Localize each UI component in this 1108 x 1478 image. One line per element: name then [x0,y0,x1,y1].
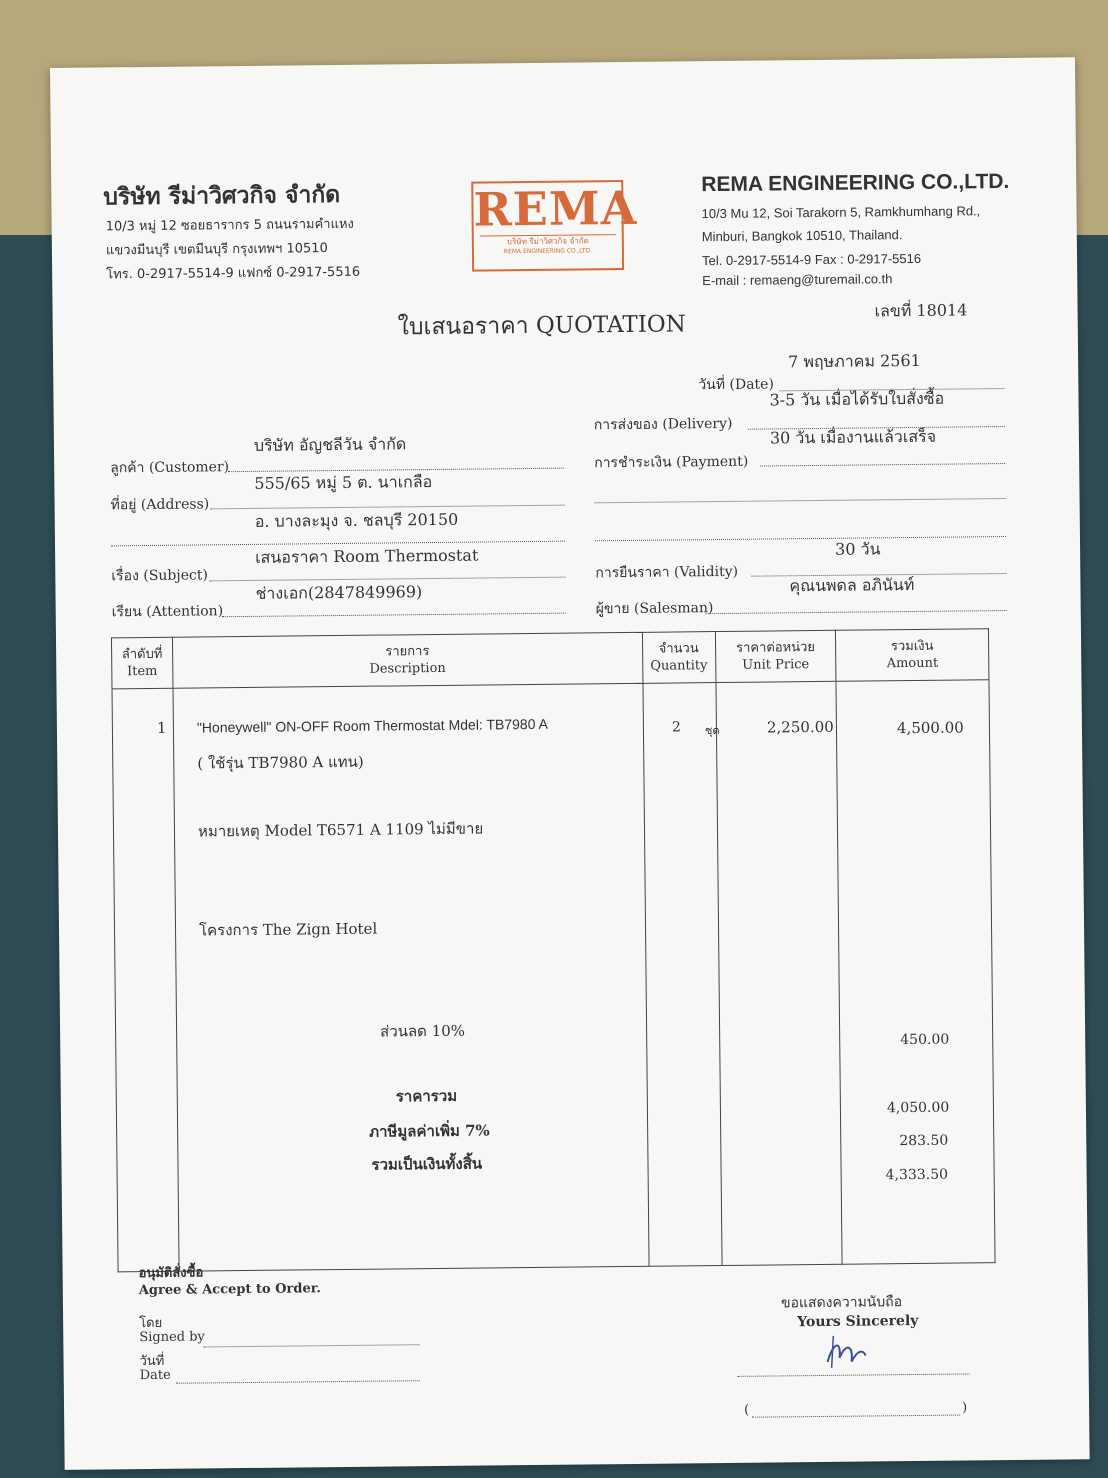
company-address-en-1: 10/3 Mu 12, Soi Tarakorn 5, Ramkhumhang Rd., [701,203,981,222]
header-unit-price: ราคาต่อหน่วย Unit Price [715,630,836,682]
logo-sub-th: บริษัท รีม่าวิศวกิจ จำกัด [480,234,616,247]
salesman-line [706,610,1007,614]
project-text: โครงการ The Zign Hotel [198,919,378,940]
address-value-2: อ. บางละมุง จ. ชลบุรี 20150 [254,509,459,531]
payment-label: การชำระเงิน (Payment) [594,453,749,472]
regards-th: ขอแสดงความนับถือ [780,1294,903,1312]
total-label: รวมเป็นเงินทั้งสิ้น [371,1154,483,1174]
row-quantity: 2 [671,719,681,736]
sign-date-th: วันที่ [139,1353,165,1370]
payment-line-2 [595,498,1006,503]
logo-sub-en: REMA ENGINEERING CO.,LTD. [503,247,593,256]
company-address-th-1: 10/3 หมู่ 12 ซอยธารากร 5 ถนนรามคำแหง [105,216,354,235]
signed-by-line [203,1344,419,1347]
company-phone-en: Tel. 0-2917-5514-9 Fax : 0-2917-5516 [701,250,922,269]
subtotal-value: 4,050.00 [886,1099,950,1117]
customer-label: ลูกค้า (Customer) [110,459,230,477]
note-text: หมายเหตุ Model T6571 A 1109 ไม่มีขาย [197,819,484,841]
subject-value: เสนอราคา Room Thermostat [255,545,479,567]
vat-label: ภาษีมูลค่าเพิ่ม 7% [369,1121,490,1141]
subtotal-label: ราคารวม [395,1086,458,1106]
header-amount: รวมเงิน Amount [836,629,989,682]
date-label: วันที่ (Date) [698,376,774,394]
attention-label: เรียน (Attention) [111,603,224,621]
regards-en: Yours Sincerely [797,1312,919,1331]
delivery-value-2: 30 วัน เมื่องานแล้วเสร็จ [769,426,937,448]
approve-en: Agree & Accept to Order. [138,1281,321,1299]
logo-text: REMA [473,180,638,237]
company-address-en-2: Minburi, Bangkok 10510, Thailand. [701,227,903,245]
document-number-value: 18014 [916,300,968,320]
vat-value: 283.50 [899,1132,949,1150]
document-number-label: เลขที่ [874,300,912,321]
header-description: รายการ Description [172,632,642,688]
quotation-sheet [50,57,1090,1470]
document-title: ใบเสนอราคา QUOTATION [397,311,686,341]
delivery-value-1: 3-5 วัน เมื่อได้รับใบสั่งซื้อ [769,388,945,410]
header-item: ลำดับที่ Item [111,637,172,689]
total-value: 4,333.50 [885,1166,949,1184]
sign-name-line [752,1415,960,1418]
company-address-th-2: แขวงมีนบุรี เขตมีนบุรี กรุงเทพฯ 10510 [105,241,328,259]
signed-by-th: โดย [139,1315,163,1332]
company-phone-th: โทร. 0-2917-5514-9 แฟกซ์ 0-2917-5516 [106,264,361,283]
discount-value: 450.00 [900,1031,950,1049]
sign-date-en: Date [139,1367,171,1384]
subject-label: เรื่อง (Subject) [111,567,208,585]
attention-value: ช่างเอก(2847849969) [255,582,423,603]
customer-value: บริษัท อัญชลีวัน จำกัด [253,434,407,455]
rema-logo [471,180,638,272]
validity-value: 30 วัน [834,539,881,559]
signed-by-en: Signed by [139,1329,205,1346]
company-email: E-mail : remaeng@turemail.co.th [702,271,893,289]
table-header-row [111,629,988,689]
sign-close-paren: ) [962,1400,968,1416]
address-label: ที่อยู่ (Address) [110,496,210,514]
row-item-number: 1 [156,718,167,737]
header-quantity: จำนวน Quantity [642,632,715,684]
company-name-en: REMA ENGINEERING CO.,LTD. [701,169,1010,197]
document-number [874,298,967,324]
approve-th: อนุมัติสั่งซื้อ [138,1265,204,1282]
sign-date-line [176,1380,420,1384]
row-unit-price: 2,250.00 [766,717,834,737]
address-value-1: 555/65 หมู่ 5 ต. นาเกลือ [254,472,433,493]
row-description-1: "Honeywell" ON-OFF Room Thermostat Mdel: TB7980 A [196,715,548,736]
row-amount: 4,500.00 [896,718,964,738]
validity-label: การยืนราคา (Validity) [595,563,739,582]
signature-line [738,1373,970,1376]
row-description-2: ( ใช้รุ่น TB7980 A แทน) [197,752,364,773]
payment-line-3 [595,536,1006,541]
signature-mark [819,1331,869,1370]
company-name-th: บริษัท รีม่าวิศวกิจ จำกัด [103,181,341,211]
payment-line [760,463,1005,467]
attention-line [222,613,566,618]
row-unit: ชุด [704,724,720,738]
salesman-value: คุณนพดล อภินันท์ [789,574,915,596]
salesman-label: ผู้ขาย (Salesman) [595,600,714,618]
date-value: 7 พฤษภาคม 2561 [788,350,921,372]
discount-label: ส่วนลด 10% [380,1021,466,1041]
sign-open-paren: ( [744,1402,750,1418]
delivery-label: การส่งของ (Delivery) [593,415,733,434]
